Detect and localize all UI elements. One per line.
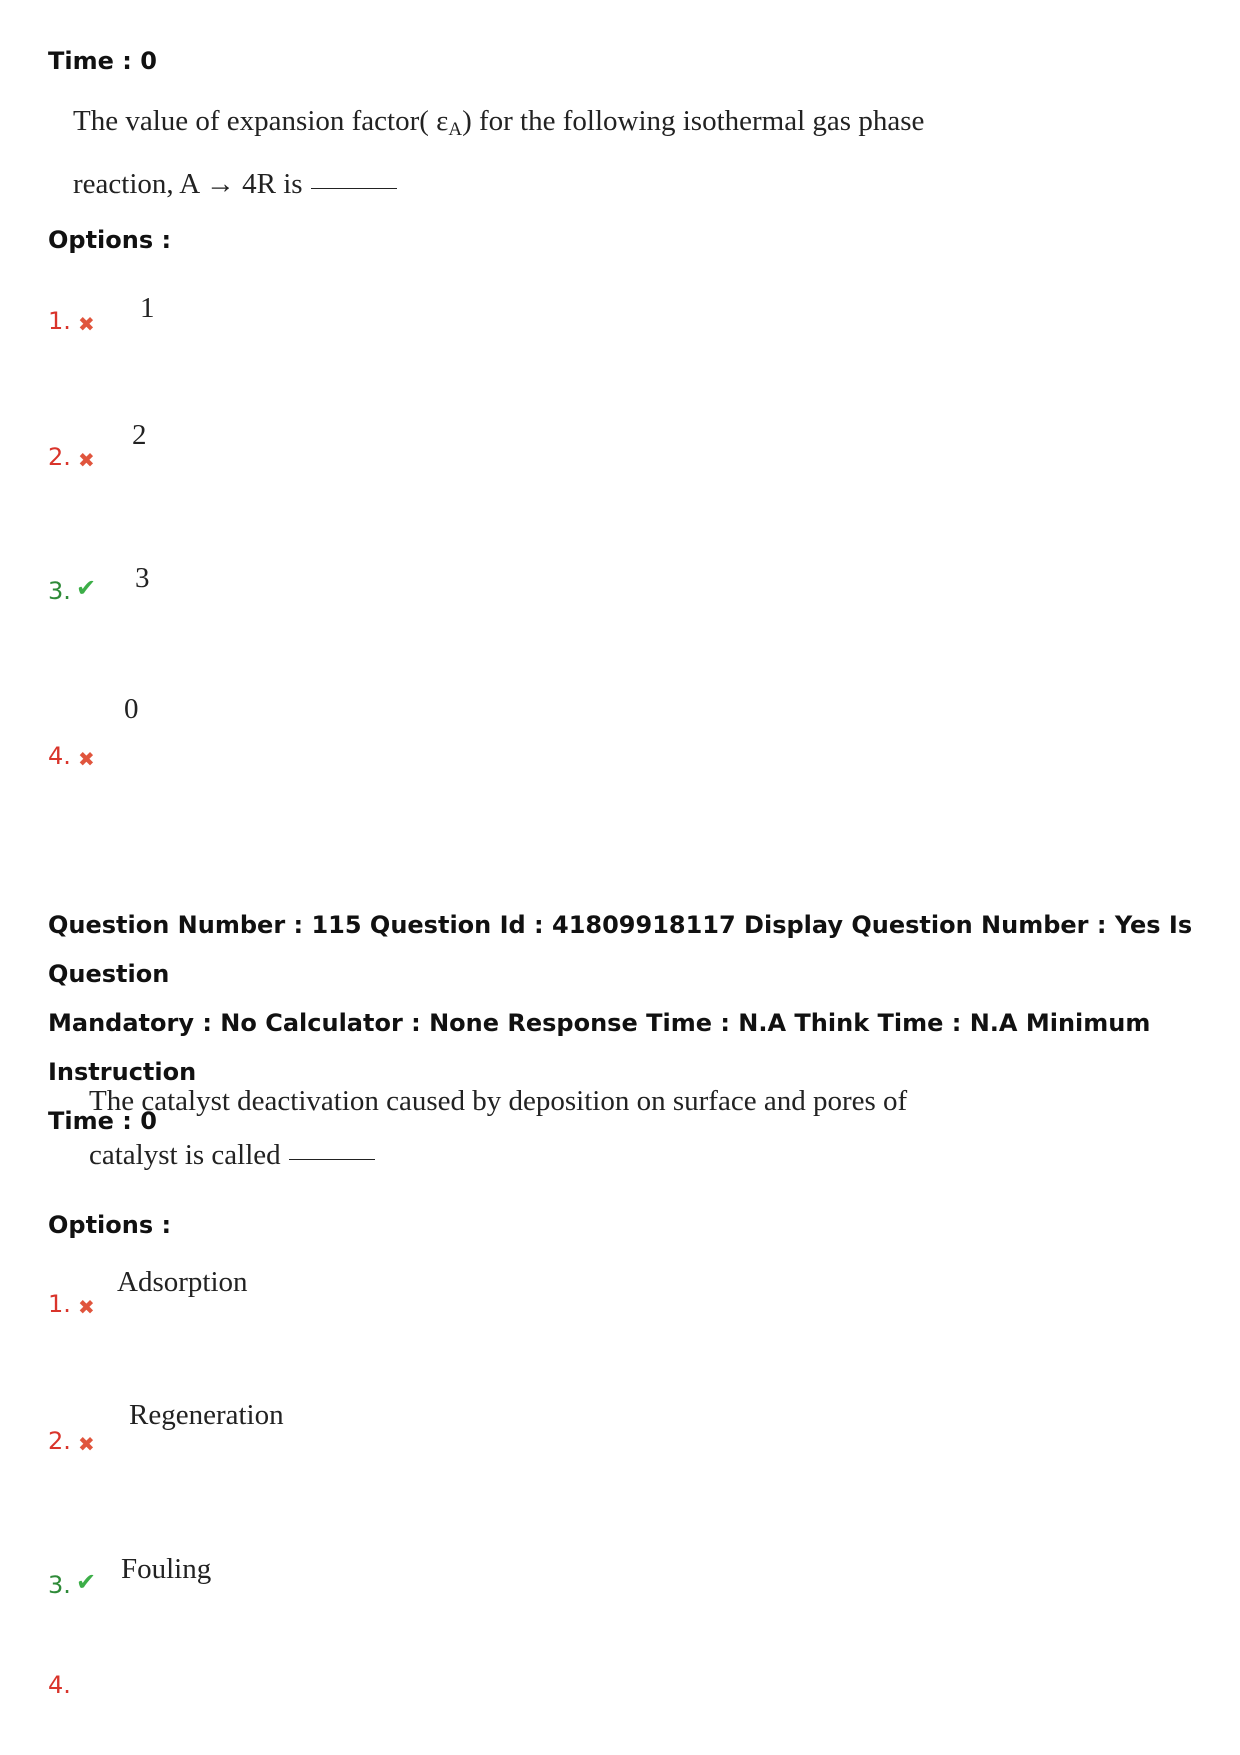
options-label: Options : bbox=[48, 1211, 172, 1239]
epsilon-symbol: ε bbox=[436, 105, 449, 137]
option-number: 4. bbox=[48, 742, 71, 770]
answer-blank bbox=[289, 1158, 375, 1160]
option-value: Adsorption bbox=[117, 1266, 248, 1298]
question-text bbox=[89, 1074, 907, 1182]
option-value: 0 bbox=[124, 693, 139, 725]
time-line: Time : 0 bbox=[48, 47, 157, 75]
option-value: 3 bbox=[135, 562, 150, 594]
meta-line-2: Mandatory : No Calculator : None Response Time : N.A Think Time : N.A Minimum Instruction bbox=[48, 1009, 1151, 1086]
option-value: 1 bbox=[140, 292, 155, 324]
option-number: 4. bbox=[48, 1671, 71, 1699]
option-number: 3. bbox=[48, 1571, 71, 1599]
option-value: Regeneration bbox=[129, 1399, 284, 1431]
correct-icon: ✔ bbox=[76, 574, 97, 602]
option-value: Fouling bbox=[121, 1553, 212, 1585]
meta-line-1: Question Number : 115 Question Id : 41809918117 Display Question Number : Yes Is Question bbox=[48, 911, 1193, 988]
option-number: 1. bbox=[48, 1290, 71, 1318]
question-line-2: catalyst is called bbox=[89, 1139, 281, 1171]
wrong-icon: ✖ bbox=[78, 1295, 95, 1319]
question-line-1b: ) for the following isothermal gas phase bbox=[462, 105, 925, 137]
option-value: 2 bbox=[132, 419, 147, 451]
correct-icon: ✔ bbox=[76, 1568, 97, 1596]
answer-blank bbox=[311, 187, 397, 189]
option-number: 1. bbox=[48, 307, 71, 335]
wrong-icon: ✖ bbox=[78, 448, 95, 472]
question-line-2: reaction, A → 4R is bbox=[73, 168, 303, 200]
wrong-icon: ✖ bbox=[78, 1432, 95, 1456]
options-label: Options : bbox=[48, 226, 172, 254]
question-line-1a: The value of expansion factor( bbox=[73, 105, 429, 137]
option-number: 3. bbox=[48, 577, 71, 605]
meta-line-3: Time : 0 bbox=[48, 1107, 157, 1135]
question-text bbox=[73, 94, 924, 211]
wrong-icon: ✖ bbox=[78, 747, 95, 771]
option-number: 2. bbox=[48, 443, 71, 471]
question-line-1: The catalyst deactivation caused by deposition on surface and pores of bbox=[89, 1085, 908, 1117]
option-number: 2. bbox=[48, 1427, 71, 1455]
epsilon-subscript: A bbox=[448, 119, 463, 140]
wrong-icon: ✖ bbox=[78, 312, 95, 336]
